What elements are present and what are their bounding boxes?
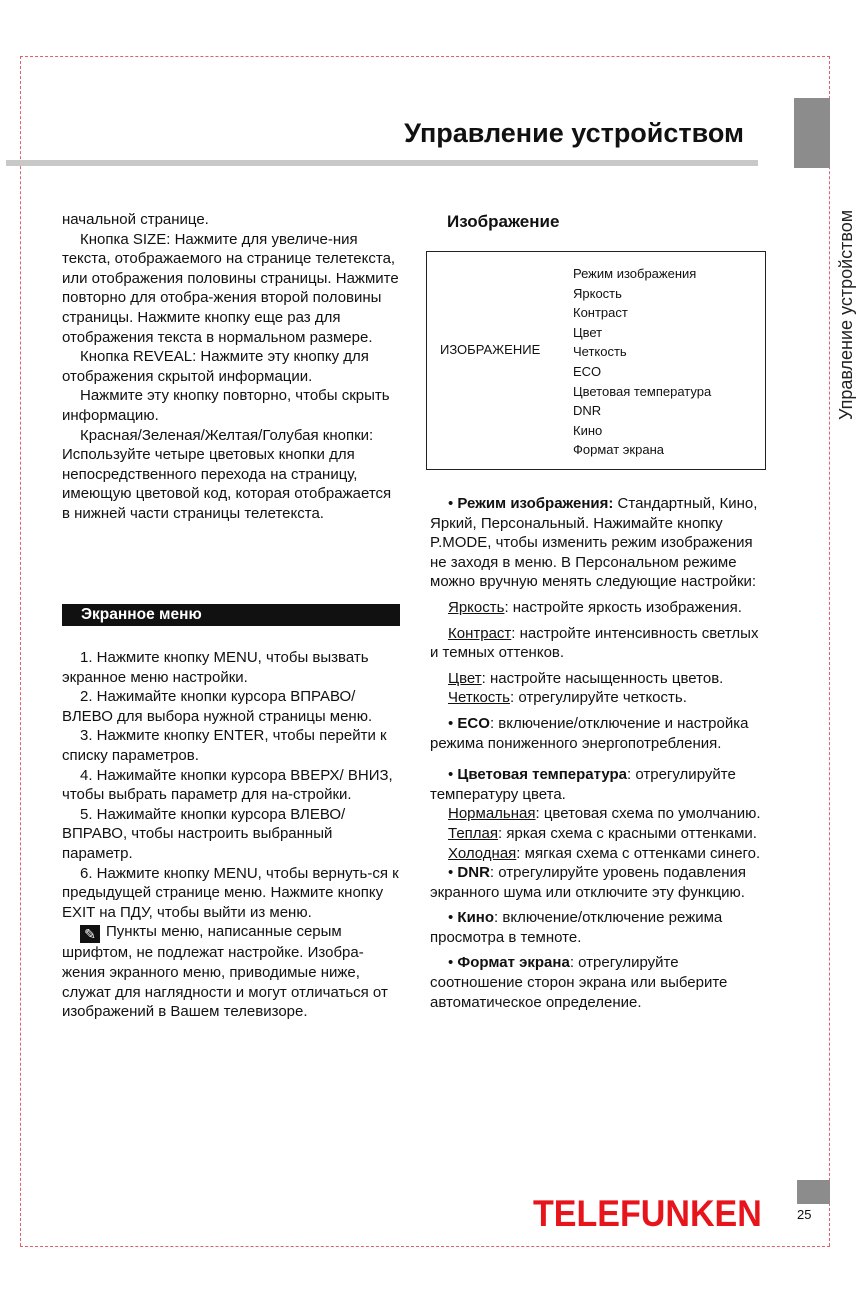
- menu-box-item: Контраст: [573, 305, 628, 321]
- step-item: 3. Нажмите кнопку ENTER, чтобы перейти к списку параметров.: [62, 727, 387, 764]
- menu-box-item: ECO: [573, 363, 602, 379]
- left-column: [62, 210, 402, 524]
- note-pencil-icon: ✎: [80, 925, 100, 943]
- side-tab-marker: [794, 98, 830, 168]
- color-temp-paragraph: • Цветовая температура: отрегулируйте температуру цвета.: [430, 766, 736, 803]
- normal-line: Нормальная: цветовая схема по умолчанию.: [448, 805, 761, 823]
- title-rule: [6, 160, 758, 166]
- picture-mode-paragraph: • Режим изображения: Стандартный, Кино, Яркий, Персональный. Нажимайте кнопку P.MODE, чтобы изменить режим изображения не заходя в меню. В Персональном режиме можно вручную менять следующие настройки:: [430, 495, 758, 591]
- menu-box-item: Формат экрана: [573, 442, 664, 458]
- menu-box-item: Четкость: [573, 344, 627, 360]
- menu-box-item: Цвет: [573, 324, 603, 340]
- menu-box-item: Яркость: [573, 285, 622, 301]
- paragraph: Нажмите эту кнопку повторно, чтобы скрыть информацию.: [62, 387, 390, 424]
- warm-line: Теплая: яркая схема с красными оттенками.: [448, 824, 757, 842]
- sharpness-line: Четкость: отрегулируйте четкость.: [448, 689, 687, 707]
- step-item: 4. Нажимайте кнопки курсора ВВЕРХ/ ВНИЗ, чтобы выбрать параметр для на-стройки.: [62, 766, 393, 804]
- menu-box-item: Кино: [573, 422, 603, 438]
- menu-box-item: DNR: [573, 403, 602, 419]
- section-heading-osd: Экранное меню: [62, 604, 400, 626]
- paragraph: Красная/Зеленая/Желтая/Голубая кнопки: Используйте четыре цветовых кнопки для непосредственного перехода на страницу, имеющую цветовой код, которая отображается в нижней части страницы телетекста.: [62, 426, 392, 522]
- step-item: 5. Нажимайте кнопки курсора ВЛЕВО/ ВПРАВО, чтобы настроить выбранный параметр.: [62, 805, 346, 862]
- page-number: 25: [797, 1207, 812, 1222]
- step-item: 2. Нажимайте кнопки курсора ВПРАВО/ ВЛЕВО для выбора нужной страницы меню.: [62, 688, 373, 725]
- cold-line: Холодная: мягкая схема с оттенками синего.: [448, 844, 761, 862]
- page-title: Управление устройством: [404, 118, 744, 148]
- step-item: 6. Нажмите кнопку MENU, чтобы вернуть-ся к предыдущей странице меню. Нажмите кнопку EXIT на ПДУ, чтобы выйти из меню.: [62, 864, 399, 921]
- brightness-line: Яркость: настройте яркость изображения.: [448, 598, 742, 616]
- menu-box-label: ИЗОБРАЖЕНИЕ: [440, 342, 541, 357]
- menu-box-item: Режим изображения: [573, 266, 697, 281]
- telefunken-logo: TELEFUNKEN: [533, 1193, 762, 1234]
- paragraph: Кнопка REVEAL: Нажмите эту кнопку для отображения скрытой информации.: [62, 348, 369, 385]
- crop-border-left: [20, 56, 21, 1246]
- eco-paragraph: • ECO: включение/отключение и настройка режима пониженного энергопотребления.: [430, 714, 749, 752]
- menu-box-items: [573, 264, 711, 460]
- screen-format-paragraph: • Формат экрана: отрегулируйте соотношение сторон экрана или выберите автоматическое определение.: [430, 954, 728, 1011]
- crop-border-bottom: [20, 1246, 830, 1247]
- note-text: Пункты меню, написанные серым шрифтом, не подлежат настройке. Изобра-жения экранного меню, приводимые ниже, служат для наглядности и могут отличаться от изображений в Вашем телевизоре.: [62, 923, 388, 1021]
- note: [62, 922, 402, 1021]
- side-tab-text: Управление устройством: [836, 209, 856, 420]
- osd-steps: [62, 648, 402, 1022]
- dnr-paragraph: • DNR: отрегулируйте уровень подавления экранного шума или отключите эту функцию.: [430, 864, 747, 901]
- page-number-tab: [797, 1180, 830, 1204]
- cinema-paragraph: • Кино: включение/отключение режима просмотра в темноте.: [430, 909, 723, 946]
- menu-box-item: Цветовая температура: [573, 383, 712, 399]
- paragraph: начальной странице.: [62, 211, 209, 228]
- color-line: Цвет: настройте насыщенность цветов.: [448, 669, 724, 687]
- contrast-line: Контраст: настройте интенсивность светлых и темных оттенков.: [430, 624, 759, 662]
- picture-section-title: Изображение: [447, 212, 560, 231]
- right-column: [430, 494, 770, 1012]
- picture-menu-diagram: [426, 251, 766, 470]
- paragraph: Кнопка SIZE: Нажмите для увеличе-ния текста, отображаемого на странице телетекста, или отображения половины страницы. Нажмите повторно для отобра-жения второй половины страницы. Нажмите кнопку еще раз для отображения текста в нормальном размере.: [62, 230, 399, 346]
- crop-border-top: [20, 56, 830, 57]
- step-item: 1. Нажмите кнопку MENU, чтобы вызвать экранное меню настройки.: [62, 649, 369, 686]
